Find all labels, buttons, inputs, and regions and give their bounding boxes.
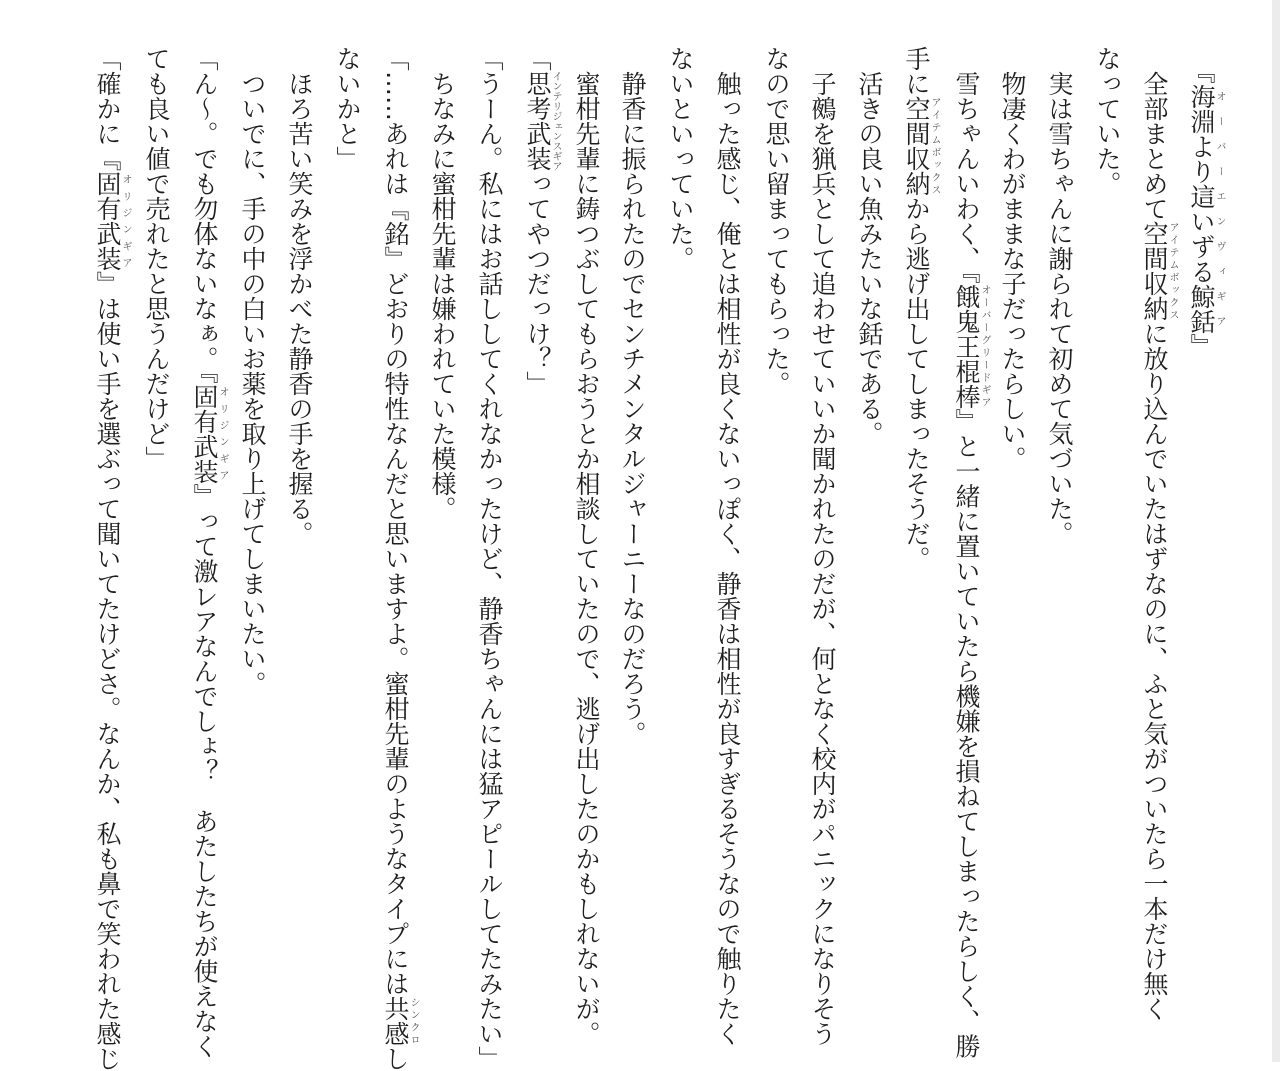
text-column (192, 46, 228, 1059)
ruby-base: 共感 (381, 996, 410, 1046)
ruby-annotation: アイテムボックス (1167, 221, 1178, 321)
ruby-base: 餓鬼王棍棒 (952, 283, 981, 409)
ruby-term (952, 283, 990, 409)
ruby-term (381, 996, 419, 1046)
text-column (430, 46, 455, 521)
text-segment: 物凄くわがままな子だったらしい。 (998, 46, 1027, 471)
text-column (95, 46, 131, 1071)
text-segment: 「うーん。私にはお話ししてくれなかったけど、静香ちゃんには猛アピールしてたみたい」 (475, 46, 504, 1071)
text-column (287, 46, 312, 546)
text-segment: 活きの良い魚みたいな銛である。 (855, 46, 884, 446)
page-edge-scrollbar[interactable] (1272, 0, 1280, 1062)
text-segment: ついでに、手の中の白いお薬を取り上げてしまいたい。 (238, 46, 267, 696)
text-segment: 』は使い手を選ぶって聞いてたけどさ。なんか、私も鼻で笑われた感じ (93, 271, 122, 1071)
ruby-term (1187, 83, 1225, 334)
text-segment: に放り込んでいたはずなのに、ふと気がついたら一本だけ無く (1140, 321, 1169, 1021)
text-segment: ないかと」 (333, 46, 362, 171)
ruby-annotation: インテリジェンスギア (550, 71, 561, 171)
ruby-base: 固有武装 (93, 171, 122, 271)
text-segment: 手に (902, 46, 931, 96)
text-column (810, 46, 835, 1046)
text-segment: し (381, 1046, 410, 1071)
text-segment: ても良い値で売れたと思うんだけど」 (142, 46, 171, 471)
text-segment: 実は雪ちゃんに謝られて初めて気づいた。 (1045, 46, 1074, 546)
ruby-annotation: オリジンギア (120, 171, 131, 271)
text-column (1189, 46, 1225, 359)
text-segment: 触った感じ、俺とは相性が良くないっぽく、静香は相性が良すぎるそうなので触りたく (713, 46, 742, 1046)
text-column (715, 46, 740, 1046)
text-segment: ないといっていた。 (666, 46, 695, 271)
text-column (383, 46, 419, 1071)
text-column (620, 46, 645, 746)
text-segment: 「……あれは『銘』どおりの特性なんだと思いますよ。蜜柑先輩のようなタイプには (381, 46, 410, 996)
text-segment: ほろ苦い笑みを浮かべた静香の手を握る。 (285, 46, 314, 546)
ruby-annotation: アイテムボックス (929, 96, 940, 196)
text-column (574, 46, 599, 1046)
text-column (954, 46, 990, 1059)
text-segment: 『 (1187, 46, 1216, 84)
ruby-annotation: オーバーグリードギア (979, 283, 990, 409)
ruby-base: 空間収納 (902, 96, 931, 196)
ruby-annotation: オーバーエンヴィギア (1214, 83, 1225, 334)
text-column (1142, 46, 1178, 1021)
ruby-term (93, 171, 131, 271)
text-segment: 「ん～。でも勿体ないなぁ。『 (190, 46, 219, 384)
ruby-term (523, 71, 561, 171)
text-segment: 静香に振られたのでセンチメンタルジャーニーなのだろう。 (618, 46, 647, 746)
ruby-term (1140, 221, 1178, 321)
text-column (240, 46, 265, 696)
text-segment: ちなみに蜜柑先輩は嫌われていた模様。 (428, 46, 457, 521)
text-segment: 「確かに『 (93, 46, 122, 171)
ruby-term (902, 96, 940, 196)
ruby-term (190, 383, 228, 484)
ruby-base: 海淵より這いずる鯨銛 (1187, 83, 1216, 334)
text-column (668, 46, 693, 271)
text-column (1095, 46, 1120, 196)
text-segment: 』って激レアなんでしょ？ あたしたちが使えなく (190, 483, 219, 1059)
text-column (904, 46, 940, 571)
text-segment: 雪ちゃんいわく、『 (952, 46, 981, 284)
text-column (1000, 46, 1025, 471)
text-segment: なっていた。 (1093, 46, 1122, 196)
text-segment: 「 (523, 46, 552, 71)
text-column (477, 46, 502, 1071)
text-column (857, 46, 882, 446)
text-segment: 』 (1187, 333, 1216, 359)
text-segment: 蜜柑先輩に鋳つぶしてもらおうとか相談していたので、逃げ出したのかもしれないが。 (572, 46, 601, 1046)
text-column (144, 46, 169, 471)
ruby-base: 思考武装 (523, 71, 552, 171)
text-segment: なので思い留まってもらった。 (762, 46, 791, 396)
ruby-annotation: オリジンギア (217, 383, 228, 484)
text-column (525, 46, 561, 396)
text-column (1047, 46, 1072, 546)
ruby-base: 空間収納 (1140, 221, 1169, 321)
text-segment: 子鵺を猟兵として追わせていいか聞かれたのだが、何となく校内がパニックになりそう (808, 46, 837, 1046)
text-column (335, 46, 360, 171)
text-segment: ってやつだっけ？」 (523, 171, 552, 396)
ruby-annotation: シンクロ (408, 996, 419, 1046)
text-segment: 全部まとめて (1140, 46, 1169, 221)
ruby-base: 固有武装 (190, 383, 219, 484)
text-segment: 』と一緒に置いていたら機嫌を損ねてしまったらしく、勝 (952, 408, 981, 1059)
text-column (764, 46, 789, 396)
text-segment: から逃げ出してしまったそうだ。 (902, 196, 931, 571)
